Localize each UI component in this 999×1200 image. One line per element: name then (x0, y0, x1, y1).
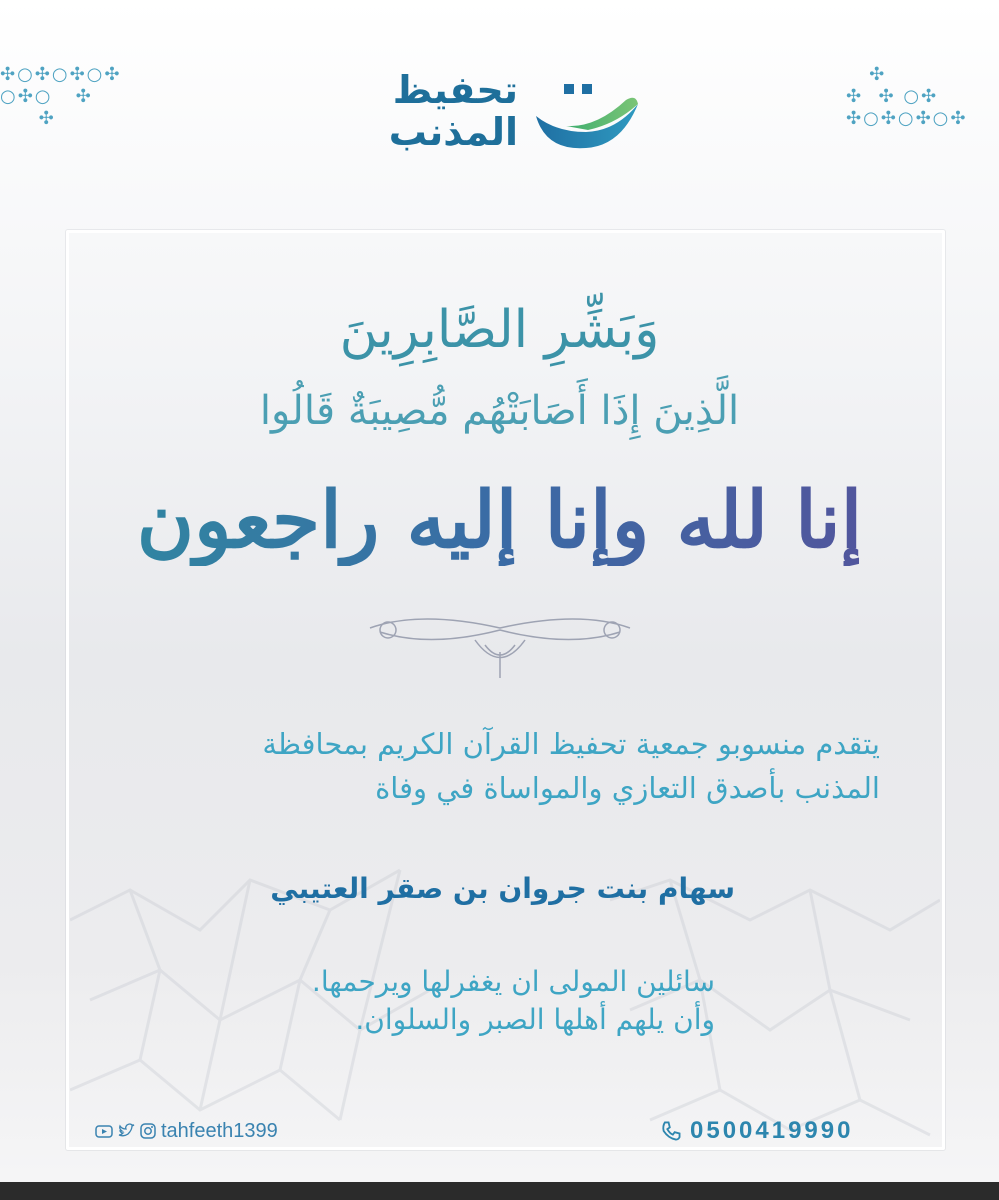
calligraphy-ornament-icon (360, 600, 640, 680)
phone-icon (660, 1120, 682, 1142)
phone-group (660, 1116, 853, 1146)
deceased-name: سهام بنت جروان بن صقر العتيبي (270, 872, 735, 905)
social-handle[interactable]: tahfeeth1399 (161, 1119, 278, 1142)
logo-mark-icon (526, 76, 646, 166)
verse-calligraphy: إنا لله وإنا إليه راجعون (0, 475, 999, 566)
verse-line-1: وَبَشِّرِ الصَّابِرِينَ (339, 300, 660, 360)
condolence-line-2: المذنب بأصدق التعازي والمواساة في وفاة (375, 771, 880, 805)
verse-line-2: الَّذِينَ إِذَا أَصَابَتْهُم مُّصِيبَةٌ قَالُوا (259, 388, 740, 434)
bottom-bar (0, 1182, 999, 1200)
logo-text (348, 70, 518, 152)
decorative-pattern-left: ✣○✣○✣○✣ ○✣○ ✣ ✣ (0, 64, 122, 129)
logo (348, 70, 658, 170)
prayer-line-2: وأن يلهم أهلها الصبر والسلوان. (355, 1003, 715, 1036)
logo-line-2: المذنب (388, 110, 518, 154)
instagram-icon[interactable] (139, 1122, 157, 1140)
decorative-pattern-right: ✣ ✣ ✣ ○✣ ✣○✣○✣○✣ (846, 64, 968, 129)
prayer-line-1: سائلين المولى ان يغفرلها ويرحمها. (311, 965, 715, 998)
twitter-icon[interactable] (117, 1122, 135, 1140)
phone-number[interactable]: 0500419990 (690, 1117, 854, 1144)
logo-line-1: تحفيظ (392, 68, 518, 112)
condolence-line-1: يتقدم منسوبو جمعية تحفيظ القرآن الكريم بمحافظة (262, 727, 880, 761)
youtube-icon[interactable] (95, 1122, 113, 1140)
social-handle-group (95, 1116, 278, 1146)
